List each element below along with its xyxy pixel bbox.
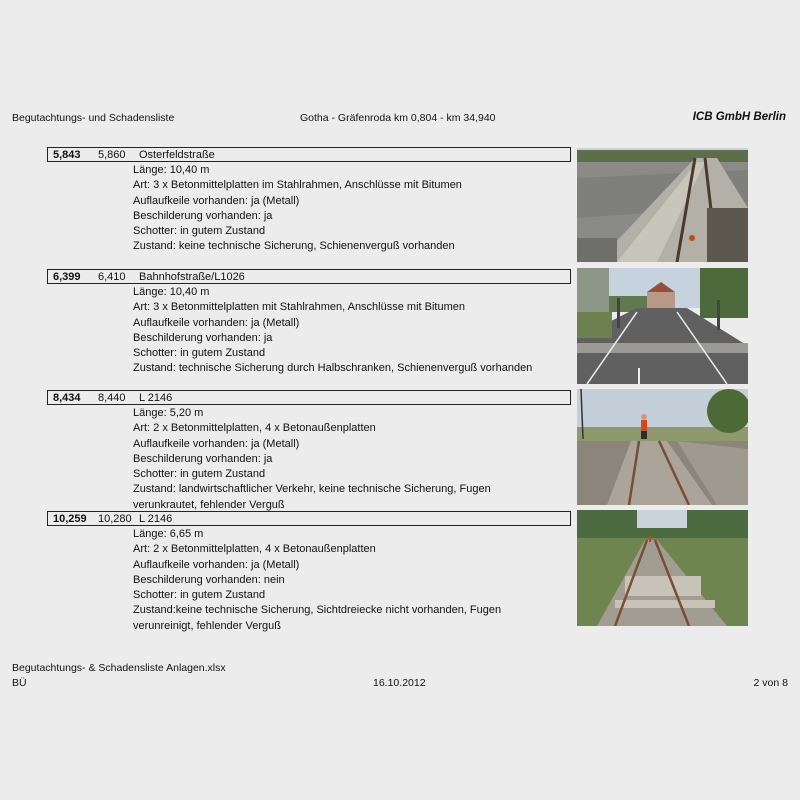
crossing-name: Bahnhofstraße/L1026 xyxy=(139,270,245,283)
crossing-details xyxy=(133,163,571,255)
crossing-photo-2 xyxy=(577,268,748,384)
detail-length: Länge: 10,40 m xyxy=(133,286,210,298)
km-from: 6,399 xyxy=(53,270,81,283)
detail-length: Länge: 10,40 m xyxy=(133,164,210,176)
detail-signage: Beschilderung vorhanden: ja xyxy=(133,331,273,344)
detail-condition-cont: verunkrautet, fehlender Verguß xyxy=(133,498,285,511)
detail-type: Art: 3 x Betonmittelplatten mit Stahlrahmen, Anschlüsse mit Bitumen xyxy=(133,301,465,314)
km-to: 8,440 xyxy=(98,391,126,404)
detail-ballast: Schotter: in gutem Zustand xyxy=(133,347,266,360)
crossing-name: L 2146 xyxy=(139,512,173,525)
footer-page-number: 2 von 8 xyxy=(753,677,788,689)
crossing-entry-2 xyxy=(47,269,571,377)
crossing-title-box xyxy=(47,147,571,162)
detail-signage: Beschilderung vorhanden: ja xyxy=(133,209,273,222)
crossing-name: L 2146 xyxy=(139,391,173,404)
detail-ramps: Auflaufkeile vorhanden: ja (Metall) xyxy=(133,316,300,329)
km-to: 10,280 xyxy=(98,512,132,525)
detail-length: Länge: 5,20 m xyxy=(133,407,204,419)
detail-type: Art: 2 x Betonmittelplatten, 4 x Betonaußenplatten xyxy=(133,422,376,435)
crossing-details xyxy=(133,285,571,377)
crossing-details xyxy=(133,527,571,634)
header-company: ICB GmbH Berlin xyxy=(692,111,786,123)
km-to: 5,860 xyxy=(98,148,126,161)
detail-ramps: Auflaufkeile vorhanden: ja (Metall) xyxy=(133,558,300,571)
detail-ramps: Auflaufkeile vorhanden: ja (Metall) xyxy=(133,437,300,450)
crossing-photo-3 xyxy=(577,389,748,505)
detail-condition: Zustand: keine technische Sicherung, Schienenverguß vorhanden xyxy=(133,240,455,253)
footer-section: BÜ xyxy=(12,677,27,689)
crossing-name: Osterfeldstraße xyxy=(139,148,215,161)
detail-type: Art: 3 x Betonmittelplatten im Stahlrahmen, Anschlüsse mit Bitumen xyxy=(133,179,462,192)
crossing-photo-4 xyxy=(577,510,748,626)
detail-signage: Beschilderung vorhanden: nein xyxy=(133,573,285,586)
detail-ballast: Schotter: in gutem Zustand xyxy=(133,468,266,481)
detail-length: Länge: 6,65 m xyxy=(133,528,204,540)
header-route: Gotha - Gräfenroda km 0,804 - km 34,940 xyxy=(300,112,496,124)
footer-date: 16.10.2012 xyxy=(373,677,426,689)
crossing-entry-4 xyxy=(47,511,571,634)
crossing-title-box xyxy=(47,511,571,526)
crossing-photo-1 xyxy=(577,148,748,262)
crossing-title-box xyxy=(47,269,571,284)
km-from: 10,259 xyxy=(53,512,87,525)
detail-condition: Zustand: landwirtschaftlicher Verkehr, keine technische Sicherung, Fugen xyxy=(133,483,491,496)
crossing-entry-1 xyxy=(47,147,571,255)
detail-ramps: Auflaufkeile vorhanden: ja (Metall) xyxy=(133,194,300,207)
detail-condition: Zustand:keine technische Sicherung, Sichtdreiecke nicht vorhanden, Fugen xyxy=(133,604,502,617)
detail-ballast: Schotter: in gutem Zustand xyxy=(133,225,266,238)
detail-signage: Beschilderung vorhanden: ja xyxy=(133,452,273,465)
km-from: 8,434 xyxy=(53,391,81,404)
crossing-title-box xyxy=(47,390,571,405)
header-document-title: Begutachtungs- und Schadensliste xyxy=(12,112,175,124)
crossing-entry-3 xyxy=(47,390,571,513)
detail-condition-cont: verunreinigt, fehlender Verguß xyxy=(133,619,281,632)
detail-type: Art: 2 x Betonmittelplatten, 4 x Betonaußenplatten xyxy=(133,543,376,556)
km-from: 5,843 xyxy=(53,148,81,161)
footer-filename: Begutachtungs- & Schadensliste Anlagen.xlsx xyxy=(12,662,226,674)
crossing-details xyxy=(133,406,571,513)
km-to: 6,410 xyxy=(98,270,126,283)
detail-ballast: Schotter: in gutem Zustand xyxy=(133,589,266,602)
detail-condition: Zustand: technische Sicherung durch Halbschranken, Schienenverguß vorhanden xyxy=(133,362,533,375)
